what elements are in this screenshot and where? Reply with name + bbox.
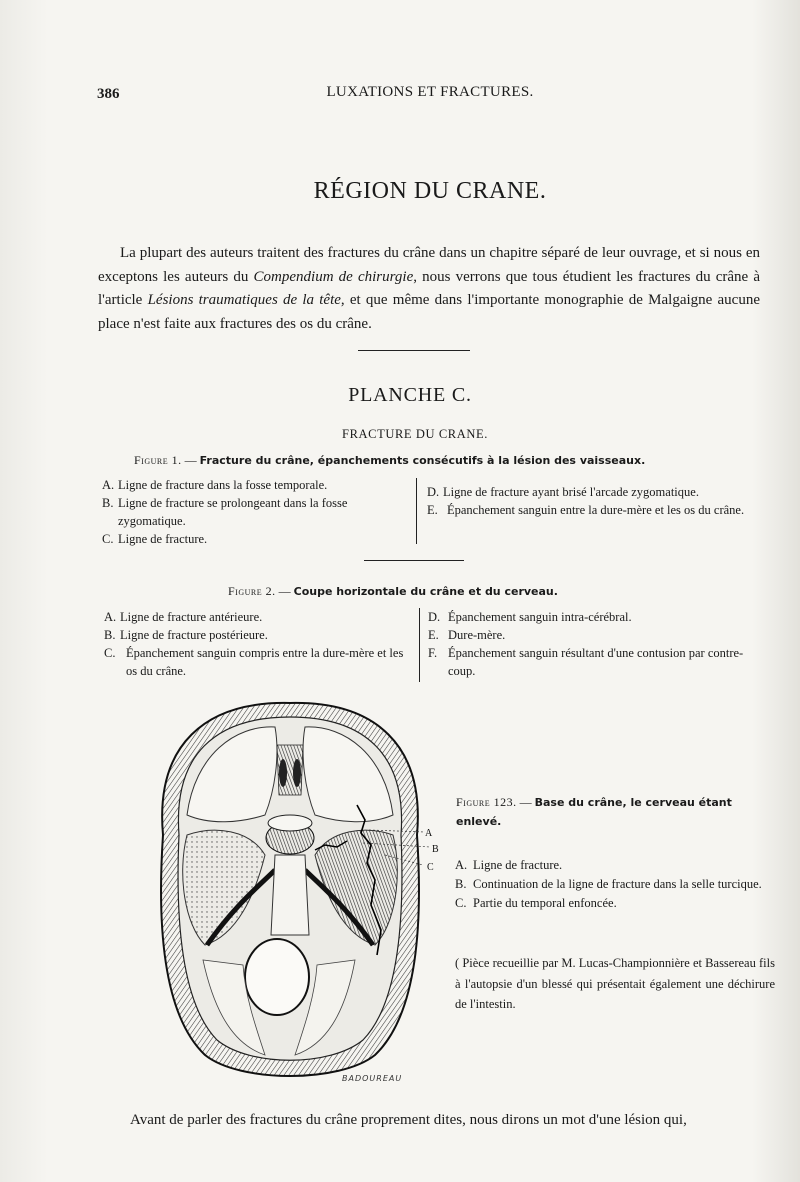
intro-text-2: , nous verrons que tous étudient les fractures du crâne à l'article bbox=[98, 268, 760, 308]
divider-rule bbox=[364, 560, 464, 561]
specimen-note: ( Pièce recueillie par M. Lucas-Championnière et Bassereau fils à l'autopsie d'un blessé qui présentait également une déchirure de l'intestin. bbox=[455, 956, 775, 1011]
figure1-dash: — bbox=[184, 453, 197, 467]
figure1-legend-left bbox=[102, 476, 402, 548]
legend-item: B. Ligne de fracture postérieure. bbox=[104, 628, 268, 642]
legend-item: D. Ligne de fracture ayant brisé l'arcade zygomatique. bbox=[427, 485, 699, 499]
divider-rule bbox=[358, 350, 470, 351]
label-a: A bbox=[425, 828, 433, 839]
legend-item: B. Ligne de fracture se prolongeant dans la fosse zygomatique. bbox=[102, 496, 348, 528]
intro-emphasis-compendium: Compendium de chirurgie bbox=[253, 268, 414, 285]
figure123-legend bbox=[455, 856, 775, 913]
intro-text-1: La plupart des auteurs traitent des fractures du crâne dans un chapitre séparé de leur ouvrage, et si nous en exceptons les auteurs du bbox=[98, 245, 760, 285]
figure2-title: Coupe horizontale du crâne et du cerveau. bbox=[293, 585, 558, 598]
legend-item: C. Ligne de fracture. bbox=[102, 532, 208, 546]
figure1-caption bbox=[134, 453, 645, 468]
figure2-caption bbox=[228, 584, 558, 599]
planche-subtitle: FRACTURE DU CRANE. bbox=[342, 427, 488, 441]
section-title: RÉGION DU CRANE. bbox=[313, 178, 547, 204]
closing-paragraph: Avant de parler des fractures du crâne proprement dites, nous dirons un mot d'une lésion qui, bbox=[130, 1112, 687, 1128]
legend-item: C. Partie du temporal enfoncée. bbox=[455, 896, 617, 910]
legend-item: E. Épanchement sanguin entre la dure-mère et les os du crâne. bbox=[427, 503, 745, 517]
label-b: B bbox=[432, 844, 439, 855]
figure1-legend-right bbox=[427, 483, 762, 519]
legend-item: F. Épanchement sanguin résultant d'une contusion par contre-coup. bbox=[428, 646, 744, 678]
legend-item: B. Continuation de la ligne de fracture dans la selle turcique. bbox=[455, 877, 762, 891]
legend-item: A. Ligne de fracture antérieure. bbox=[104, 610, 263, 624]
figure1-title: Fracture du crâne, épanchements consécutifs à la lésion des vaisseaux. bbox=[199, 454, 646, 467]
figure1-column-divider bbox=[416, 478, 417, 544]
legend-item: E. Dure-mère. bbox=[428, 628, 506, 642]
legend-item: A. Ligne de fracture. bbox=[455, 858, 563, 872]
figure2-column-divider bbox=[419, 608, 420, 682]
figure123-label: Figure 123. bbox=[456, 795, 517, 809]
intro-text-3: , et que même dans l'importante monographie de Malgaigne aucune place n'est faite aux fractures des os du crâne. bbox=[98, 292, 760, 332]
legend-item: A. Ligne de fracture dans la fosse temporale. bbox=[102, 478, 328, 492]
intro-emphasis-lesions: Lésions traumatiques de la tête bbox=[147, 292, 341, 308]
skull-base-illustration bbox=[125, 695, 455, 1090]
figure123-dash: — bbox=[519, 795, 532, 809]
legend-item: D. Épanchement sanguin intra-cérébral. bbox=[428, 610, 632, 624]
running-head: LUXATIONS ET FRACTURES. bbox=[326, 84, 534, 100]
label-c: C bbox=[427, 862, 434, 873]
engraver-signature: BADOUREAU bbox=[342, 1074, 403, 1083]
figure123-caption bbox=[456, 793, 776, 831]
intro-paragraph bbox=[98, 242, 760, 336]
legend-item: C. Épanchement sanguin compris entre la dure-mère et les os du crâne. bbox=[104, 646, 404, 678]
figure2-legend-right bbox=[428, 608, 766, 680]
page-number: 386 bbox=[97, 86, 120, 102]
figure123-title: Base du crâne, le cerveau étant enlevé. bbox=[456, 796, 732, 828]
figure1-label: Figure 1. bbox=[134, 453, 182, 467]
figure2-dash: — bbox=[278, 584, 291, 598]
planche-title: PLANCHE C. bbox=[348, 384, 472, 406]
figure2-legend-left bbox=[104, 608, 412, 680]
figure2-label: Figure 2. bbox=[228, 584, 276, 598]
